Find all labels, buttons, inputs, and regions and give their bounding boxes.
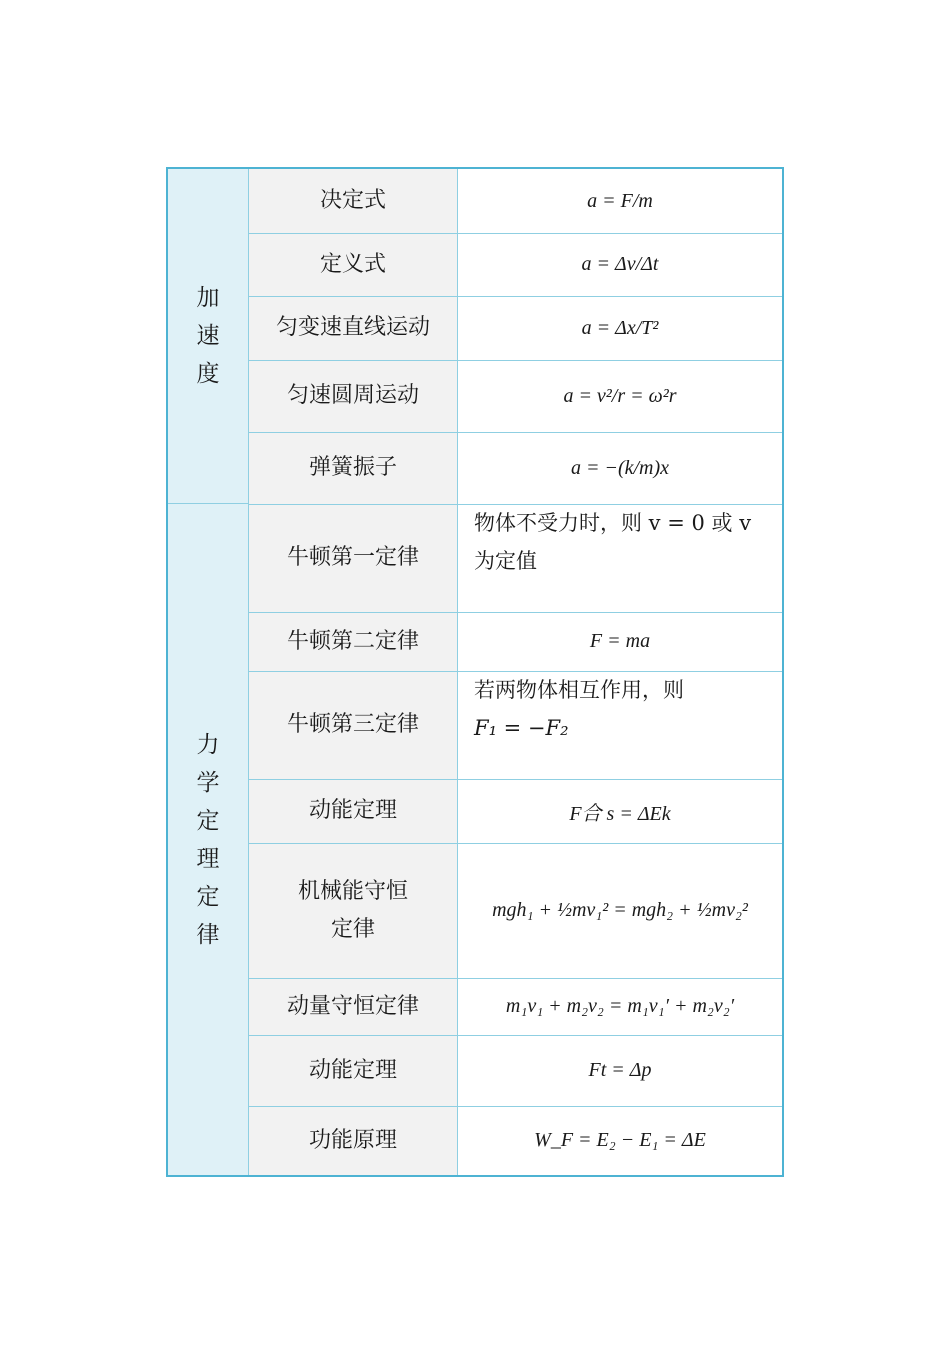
row-name: 机械能守恒 定律: [249, 843, 458, 978]
row-divider: [249, 612, 782, 613]
row-name: 动能定理: [249, 779, 458, 843]
formula: mgh₁ + ½mv₁² = mgh₂ + ½mv₂²: [492, 899, 748, 921]
category-mechanics: 力 学 定 理 定 律: [168, 504, 249, 1175]
row-name: 牛顿第二定律: [249, 612, 458, 671]
formula: F = ma: [589, 630, 651, 652]
formula-cell: [458, 843, 782, 978]
row-name: 弹簧振子: [249, 432, 458, 504]
formula-cell: [458, 169, 782, 233]
row-name: 决定式: [249, 169, 458, 233]
row-divider: [249, 504, 782, 505]
formula-cell: [458, 432, 782, 504]
formula-cell: [458, 612, 782, 671]
formula-cell: [458, 1035, 782, 1106]
row-name: 牛顿第三定律: [249, 671, 458, 779]
formula-cell: [458, 779, 782, 843]
row-name: 功能原理: [249, 1106, 458, 1175]
formula: Ft = Δp: [588, 1059, 652, 1081]
formula: a = Δv/Δt: [581, 253, 659, 275]
row-divider: [249, 843, 782, 844]
row-divider: [249, 233, 782, 234]
formula-cell: [458, 671, 782, 779]
text-line: F₁ = −F₂: [474, 716, 569, 740]
row-divider: [249, 779, 782, 780]
row-divider: [249, 296, 782, 297]
formula: a = F/m: [587, 189, 653, 212]
row-name: 匀速圆周运动: [249, 360, 458, 432]
category-acceleration: 加 速 度: [168, 169, 249, 504]
row-divider: [249, 360, 782, 361]
formula: a = v²/r = ω²r: [563, 384, 677, 407]
formula: F合 s = ΔEk: [569, 802, 671, 825]
formula-cell: [458, 360, 782, 432]
text-line: 为定值: [474, 549, 537, 573]
row-divider: [249, 1106, 782, 1107]
text-line: 若两物体相互作用，则: [474, 678, 684, 702]
formula-table: [166, 167, 784, 1177]
row-divider: [249, 432, 782, 433]
formula: W_F = E₂ − E₁ = ΔE: [534, 1129, 706, 1151]
row-name: 定义式: [249, 233, 458, 296]
row-divider: [249, 1035, 782, 1036]
text-line: 物体不受力时，则 v = 0 或 v: [474, 511, 752, 535]
row-name: 动量守恒定律: [249, 978, 458, 1035]
row-divider: [249, 671, 782, 672]
formula-cell: [458, 1106, 782, 1175]
row-name: 牛顿第一定律: [249, 504, 458, 612]
formula: m₁v₁ + m₂v₂ = m₁v₁′ + m₂v₂′: [505, 995, 735, 1017]
formula-cell: [458, 296, 782, 360]
formula-cell: [458, 978, 782, 1035]
formula-cell: [458, 504, 782, 612]
formula: a = −(k/m)x: [570, 456, 670, 479]
row-name: 匀变速直线运动: [249, 296, 458, 360]
formula: a = Δx/T²: [581, 316, 659, 339]
row-name: 动能定理: [249, 1035, 458, 1106]
row-divider: [249, 978, 782, 979]
formula-cell: [458, 233, 782, 296]
